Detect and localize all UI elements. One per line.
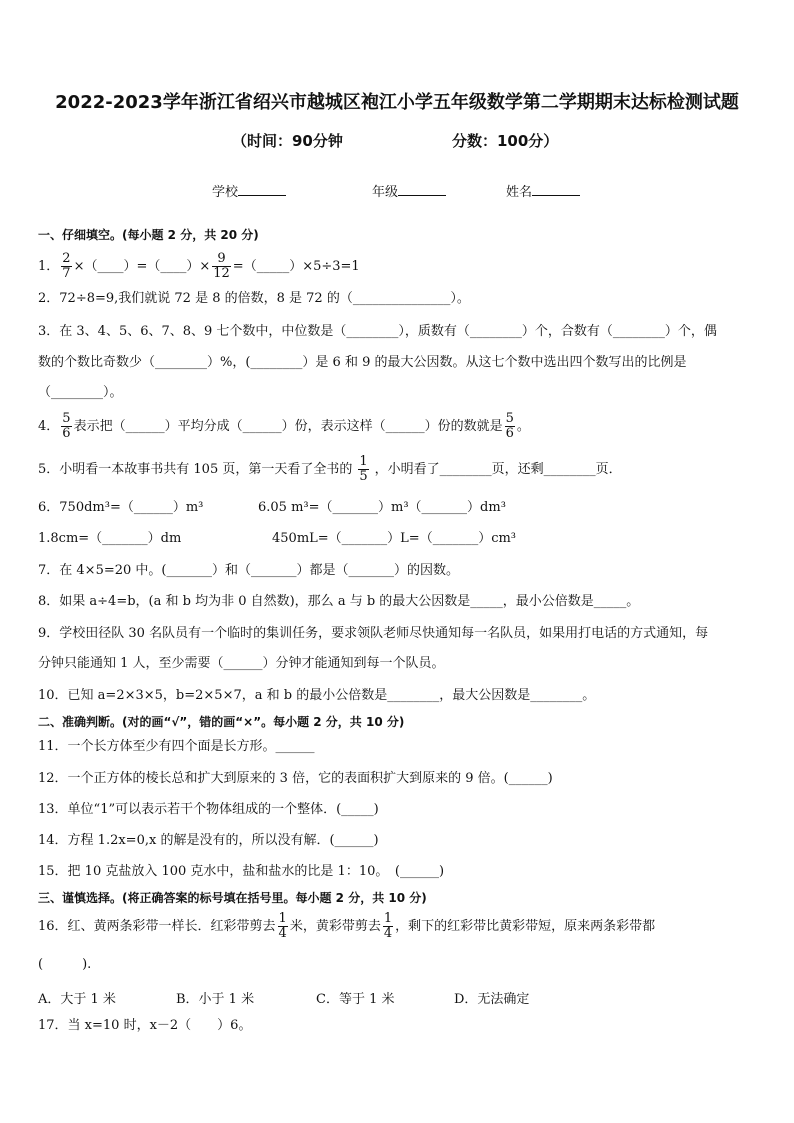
question-7: 7．在 4×5=20 中。(_______）和（_______）都是（_______）的因数。 [38, 563, 459, 578]
question-16: 16．红、黄两条彩带一样长．红彩带剪去 $\frac{1}{4}$ 米，黄彩带剪去 $\frac{1}{4}$ ，剩下的红彩带比黄彩带短，原来两条彩带都 [38, 911, 656, 941]
fraction: $\frac{9}{12}$ [213, 251, 230, 281]
option-a[interactable]: A．大于 1 米 [38, 992, 116, 1007]
question-13: 13．单位“1”可以表示若干个物体组成的一个整体．(_____) [38, 802, 379, 817]
fraction: $\frac{1}{4}$ [278, 911, 287, 941]
name-label: 姓名 [506, 185, 533, 200]
question-6-a: 6．750dm³=（______）m³ [38, 500, 204, 515]
grade-label: 年级 [372, 185, 399, 200]
option-d[interactable]: D．无法确定 [454, 992, 530, 1007]
question-11: 11．一个长方体至少有四个面是长方形。______ [38, 739, 315, 754]
question-6-b: 6.05 m³=（_______）m³（_______）dm³ [258, 500, 506, 515]
question-3-line-3: （________）。 [38, 385, 123, 400]
question-1: 1． $\frac{2}{7}$ ×（____）=（____）× $\frac{9}{12}$ =（_____）×5÷3=1 [38, 251, 360, 281]
question-2: 2．72÷8=9,我们就说 72 是 8 的倍数，8 是 72 的（_______________）。 [38, 291, 470, 306]
question-4: 4． $\frac{5}{6}$ 表示把（______）平均分成（______）份，表示这样（______）份的数就是 $\frac{5}{6}$ 。 [38, 411, 530, 441]
option-b[interactable]: B．小于 1 米 [176, 992, 255, 1007]
question-9-line-2: 分钟只能通知 1 人，至少需要（______）分钟才能通知到每一个队员。 [38, 656, 445, 671]
question-6-d: 450mL=（_______）L=（_______）cm³ [272, 531, 517, 546]
question-15: 15．把 10 克盐放入 100 克水中，盐和盐水的比是 1：10。 (______) [38, 864, 445, 879]
question-12: 12．一个正方体的棱长总和扩大到原来的 3 倍，它的表面积扩大到原来的 9 倍。(______) [38, 771, 553, 786]
question-14: 14．方程 1.2x=0,x 的解是没有的，所以没有解．(______) [38, 833, 379, 848]
question-10: 10．已知 a=2×3×5，b=2×5×7，a 和 b 的最小公倍数是________，最大公因数是________。 [38, 688, 596, 703]
question-3-line-2: 数的个数比奇数少（________）%，(________）是 6 和 9 的最大公因数。从这七个数中选出四个数写出的比例是 [38, 355, 687, 370]
school-label: 学校 [212, 185, 239, 200]
page-title: 2022-2023学年浙江省绍兴市越城区袍江小学五年级数学第二学期期末达标检测试题 [55, 92, 739, 113]
question-17: 17．当 x=10 时，x－2（ ）6。 [38, 1018, 252, 1033]
option-c[interactable]: C．等于 1 米 [316, 992, 395, 1007]
question-6-c: 1.8cm=（_______）dm [38, 531, 182, 546]
section-2-heading: 二、准确判断。(对的画“√”，错的画“×”。每小题 2 分，共 10 分) [38, 715, 405, 729]
question-8: 8．如果 a÷4=b，(a 和 b 均为非 0 自然数)，那么 a 与 b 的最大公因数是_____，最小公倍数是_____。 [38, 594, 640, 609]
section-1-heading: 一、仔细填空。(每小题 2 分，共 20 分) [38, 228, 259, 242]
school-field[interactable] [212, 181, 286, 200]
fraction: $\frac{1}{5}$ [359, 454, 368, 484]
grade-field[interactable] [372, 181, 446, 200]
question-16-answer-blank: ( ). [38, 957, 92, 972]
fraction: $\frac{1}{4}$ [383, 911, 393, 941]
section-3-heading: 三、谨慎选择。(将正确答案的标号填在括号里。每小题 2 分，共 10 分) [38, 891, 427, 905]
name-field[interactable] [506, 181, 580, 200]
exam-score: 分数：100分） [452, 132, 559, 150]
question-9-line-1: 9．学校田径队 30 名队员有一个临时的集训任务，要求领队老师尽快通知每一名队员，如果用打电话的方式通知，每 [38, 626, 709, 641]
exam-time: （时间：90分钟 [232, 132, 343, 150]
fraction: $\frac{5}{6}$ [62, 411, 71, 441]
fraction: $\frac{2}{7}$ [62, 251, 71, 281]
fraction: $\frac{5}{6}$ [505, 411, 514, 441]
question-3-line-1: 3．在 3、4、5、6、7、8、9 七个数中，中位数是（________），质数有（________）个，合数有（________）个，偶 [38, 324, 717, 339]
question-5: 5．小明看一本故事书共有 105 页，第一天看了全书的 $\frac{1}{5}$ ，小明看了________页，还剩________页． [38, 454, 622, 484]
